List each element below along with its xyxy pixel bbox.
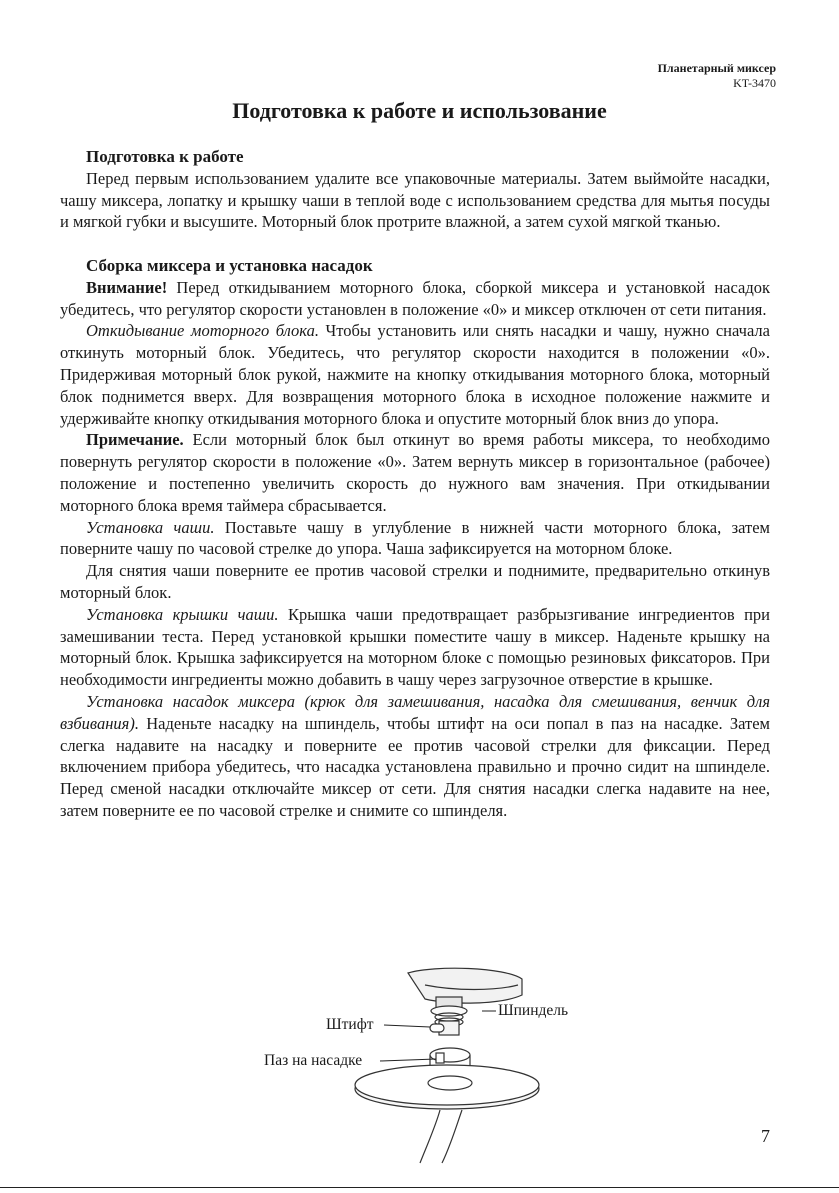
paragraph-lid bbox=[60, 604, 770, 691]
paragraph-attachments bbox=[60, 691, 770, 822]
lid-text: Крышка чаши предотвращает разбрызгивание ингредиентов при замешивании теста. Перед установкой крышки поместите чашу в миксер. Наденьте крышку на моторный блок. Крышка зафиксируется на моторном блоке с помощью резиновых фиксаторов. При необходимости ингредиенты можно добавить в чашу через загрузочное отверстие в крышке. bbox=[60, 604, 770, 690]
paragraph-preparation: Перед первым использованием удалите все упаковочные материалы. Затем выймойте насадки, чашу миксера, лопатку и крышку чаши в теплой воде с использованием средства для мытья посуды и мягкой губки и высушите. Моторный блок протрите влажной, а затем сухой мягкой тканью. bbox=[60, 168, 770, 232]
warning-text: Перед откидыванием моторного блока, сборкой миксера и установкой насадок убедитесь, что регулятор скорости установлен в положение «0» и миксер отключен от сети питания. bbox=[60, 277, 770, 319]
lid-lead: Установка крышки чаши. bbox=[86, 604, 279, 624]
footer-divider bbox=[0, 1187, 839, 1188]
attach-lead: Установка насадок миксера (крюк для замешивания, насадка для смешивания, венчик для взбивания). bbox=[60, 691, 770, 733]
spindle-diagram bbox=[250, 965, 610, 1165]
label-slot: Паз на насадке bbox=[264, 1052, 363, 1069]
note-lead: Примечание. bbox=[86, 430, 184, 450]
page-header bbox=[658, 61, 776, 91]
paragraph-bowl-remove: Для снятия чаши поверните ее против часовой стрелки и поднимите, предварительно откинув моторный блок. bbox=[60, 561, 770, 602]
paragraph-tilt bbox=[60, 320, 770, 429]
label-spindle: Шпиндель bbox=[498, 1002, 569, 1019]
attach-text: Наденьте насадку на шпиндель, чтобы штифт на оси попал в паз на насадке. Затем слегка надавите на насадку и поверните ее против часовой стрелки для фиксации. Перед включением прибора убедитесь, что насадка установлена правильно и прочно сидит на шпинделе. Перед сменой насадки отключайте миксер от сети. Для снятия насадки слегка надавите на нее, затем поверните ее по часовой стрелке и снимите со шпинделя. bbox=[60, 713, 770, 820]
warning-lead: Внимание! bbox=[86, 277, 168, 297]
page-title: Подготовка к работе и использование bbox=[232, 98, 607, 123]
section-heading-assembly: Сборка миксера и установка насадок bbox=[86, 255, 373, 275]
tilt-text: Чтобы установить или снять насадки и чашу, нужно сначала откинуть моторный блок. Убедитесь, что регулятор скорости находится в положении «0». Придерживая моторный блок рукой, нажмите на кнопку откидывания моторного блока, моторный блок поднимется вверх. Для возвращения моторного блока в исходное положение нажмите и удерживайте кнопку откидывания моторного блока и опустите моторный блок вниз до упора. bbox=[60, 321, 770, 428]
section-spacer bbox=[60, 233, 770, 255]
page-number: 7 bbox=[761, 1126, 770, 1146]
note-text: Если моторный блок был откинут во время работы миксера, то необходимо повернуть регулятор скорости в положение «0». Затем вернуть миксер в горизонтальное (рабочее) положение и постепенно увеличить скорость до нужного вам значения. При откидывании моторного блока время таймера сбрасывается. bbox=[60, 430, 770, 515]
paragraph-warning bbox=[60, 277, 770, 321]
header-product-name: Планетарный миксер bbox=[657, 61, 776, 75]
main-content bbox=[60, 146, 770, 822]
tilt-lead: Откидывание моторного блока. bbox=[86, 321, 319, 341]
header-model: KT-3470 bbox=[733, 76, 776, 90]
paragraph-bowl bbox=[60, 517, 770, 561]
paragraph-note bbox=[60, 429, 770, 516]
bowl-lead: Установка чаши. bbox=[86, 517, 215, 537]
spindle-illustration bbox=[250, 965, 610, 1165]
bowl-text: Поставьте чашу в углубление в нижней части моторного блока, затем поверните чашу по часовой стрелке до упора. Чаша зафиксируется на моторном блоке. bbox=[60, 517, 770, 559]
label-pin: Штифт bbox=[326, 1016, 374, 1033]
section-heading-preparation: Подготовка к работе bbox=[86, 147, 244, 166]
